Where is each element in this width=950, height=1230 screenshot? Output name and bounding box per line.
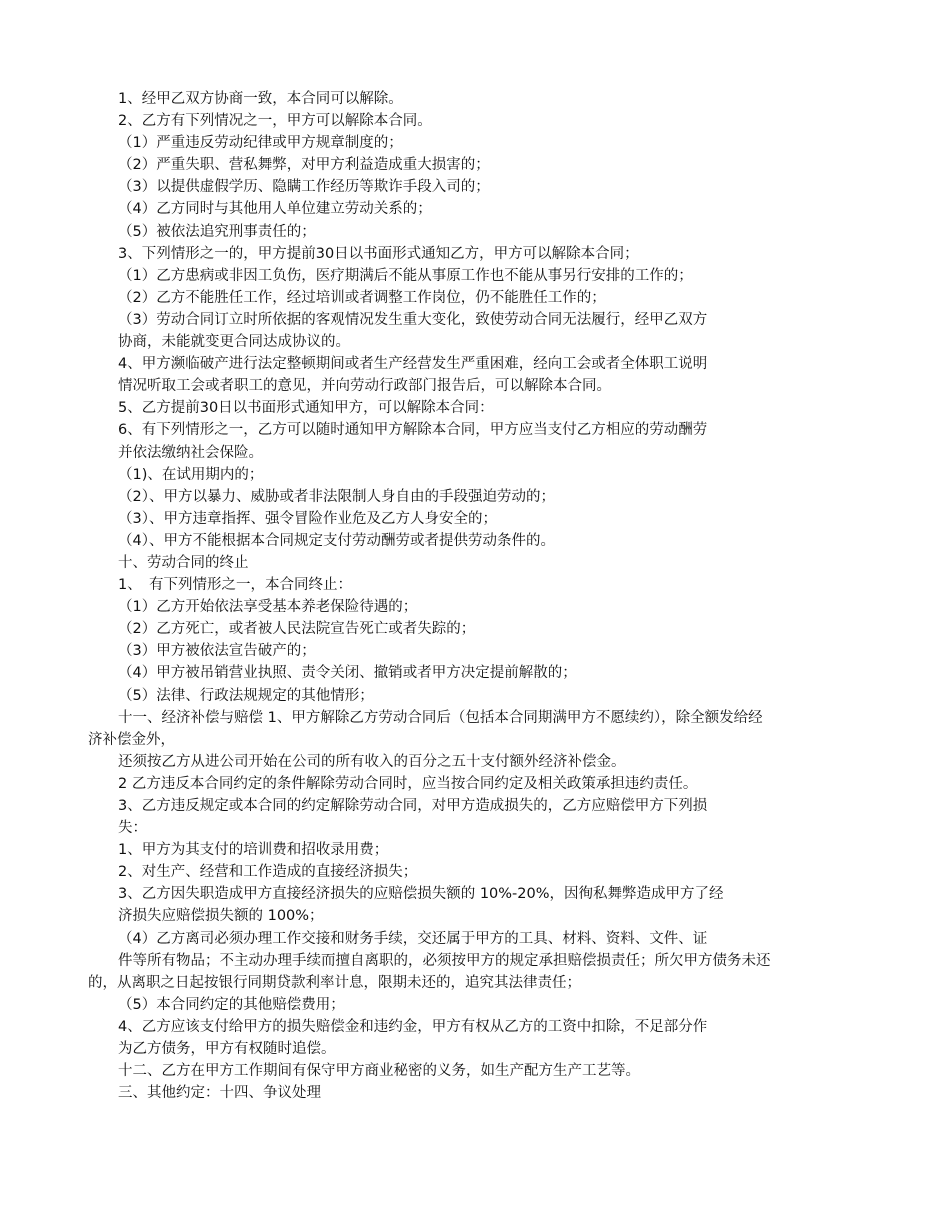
text-line: （3）劳动合同订立时所依据的客观情况发生重大变化，致使劳动合同无法履行，经甲乙双方: [118, 311, 708, 328]
text-line: 济补偿金外，: [88, 731, 175, 748]
text-line: 件等所有物品；不主动办理手续而擅自离职的，必须按甲方的规定承担赔偿损责任；所欠甲方债务未还: [118, 952, 771, 969]
text-line: 2、乙方有下列情况之一，甲方可以解除本合同。: [118, 113, 432, 130]
text-line: （1)、在试用期内的；: [118, 466, 264, 483]
text-line: 并依法缴纳社会保险。: [118, 444, 263, 461]
text-line: 3、下列情形之一的，甲方提前30日以书面形式通知乙方，甲方可以解除本合同；: [118, 245, 639, 262]
text-line: （4）乙方同时与其他用人单位建立劳动关系的；: [118, 201, 432, 218]
text-line: 5、乙方提前30日以书面形式通知甲方，可以解除本合同：: [118, 400, 494, 417]
text-line: （1）严重违反劳动纪律或甲方规章制度的；: [118, 135, 403, 152]
text-line: 还须按乙方从进公司开始在公司的所有收入的百分之五十支付额外经济补偿金。: [118, 753, 626, 770]
text-line: （5）被依法追究刑事责任的；: [118, 223, 316, 240]
text-line: 2 乙方违反本合同约定的条件解除劳动合同时，应当按合同约定及相关政策承担违约责任。: [118, 775, 698, 792]
text-line: 1、经甲乙双方协商一致，本合同可以解除。: [118, 91, 403, 107]
section-heading: 十、劳动合同的终止: [118, 554, 249, 571]
text-line: 1、甲方为其支付的培训费和招收录用费；: [118, 842, 389, 859]
text-line: 2、对生产、经营和工作造成的直接经济损失；: [118, 864, 418, 881]
text-line: （2）、甲方以暴力、威胁或者非法限制人身自由的手段强迫劳动的；: [118, 488, 555, 505]
text-line: （5）本合同约定的其他赔偿费用；: [118, 996, 345, 1013]
text-line: （2）乙方死亡，或者被人民法院宣告死亡或者失踪的；: [118, 621, 476, 638]
text-line: 协商，未能就变更合同达成协议的。: [118, 334, 350, 351]
section-heading: 三、其他约定：十四、争议处理: [118, 1085, 321, 1102]
text-line: （4）、甲方不能根据本合同规定支付劳动酬劳或者提供劳动条件的。: [118, 532, 555, 549]
text-line: （5）法律、行政法规规定的其他情形；: [118, 687, 374, 704]
text-line: 6、有下列情形之一，乙方可以随时通知甲方解除本合同，甲方应当支付乙方相应的劳动酬劳: [118, 422, 708, 439]
text-line: 4、乙方应该支付给甲方的损失赔偿金和违约金，甲方有权从乙方的工资中扣除，不足部分作: [118, 1018, 708, 1035]
text-line: 的，从离职之日起按银行同期贷款利率计息，限期未还的，追究其法律责任；: [88, 974, 581, 991]
text-line: 3、乙方因失职造成甲方直接经济损失的应赔偿损失额的 10%-20%，因徇私舞弊造成甲方了经: [118, 886, 724, 903]
text-line: 情况听取工会或者职工的意见，并向劳动行政部门报告后，可以解除本合同。: [118, 378, 611, 395]
text-line: 为乙方债务，甲方有权随时追偿。: [118, 1041, 336, 1058]
text-line: 1、 有下列情形之一，本合同终止：: [118, 577, 352, 594]
text-line: （2）严重失职、营私舞弊，对甲方利益造成重大损害的；: [118, 157, 490, 174]
text-line: （1）乙方患病或非因工负伤，医疗期满后不能从事原工作也不能从事另行安排的工作的；: [118, 267, 693, 284]
section-heading: 十二、乙方在甲方工作期间有保守甲方商业秘密的义务，如生产配方生产工艺等。: [118, 1063, 640, 1080]
text-line: （4）甲方被吊销营业执照、责令关闭、撤销或者甲方决定提前解散的；: [118, 665, 577, 682]
text-line: （3）甲方被依法宣告破产的；: [118, 643, 316, 660]
section-heading: 十一、经济补偿与赔偿 1、甲方解除乙方劳动合同后（包括本合同期满甲方不愿续约），除全额发给经: [118, 709, 763, 726]
text-line: 济损失应赔偿损失额的 100%；: [118, 908, 324, 925]
text-line: （2）乙方不能胜任工作，经过培训或者调整工作岗位，仍不能胜任工作的；: [118, 289, 606, 306]
document-body: [0, 88, 950, 1104]
text-line: （3）、甲方违章指挥、强令冒险作业危及乙方人身安全的；: [118, 510, 497, 527]
text-line: 4、甲方濒临破产进行法定整顿期间或者生产经营发生严重困难，经向工会或者全体职工说明: [118, 356, 708, 373]
text-line: （4）乙方离司必须办理工作交接和财务手续，交还属于甲方的工具、材料、资料、文件、证: [118, 930, 708, 947]
text-line: （3）以提供虚假学历、隐瞒工作经历等欺诈手段入司的；: [118, 179, 490, 196]
text-line: 失：: [118, 820, 147, 837]
text-line: （1）乙方开始依法享受基本养老保险待遇的；: [118, 599, 418, 616]
text-line: 3、乙方违反规定或本合同的约定解除劳动合同，对甲方造成损失的，乙方应赔偿甲方下列损: [118, 798, 708, 814]
